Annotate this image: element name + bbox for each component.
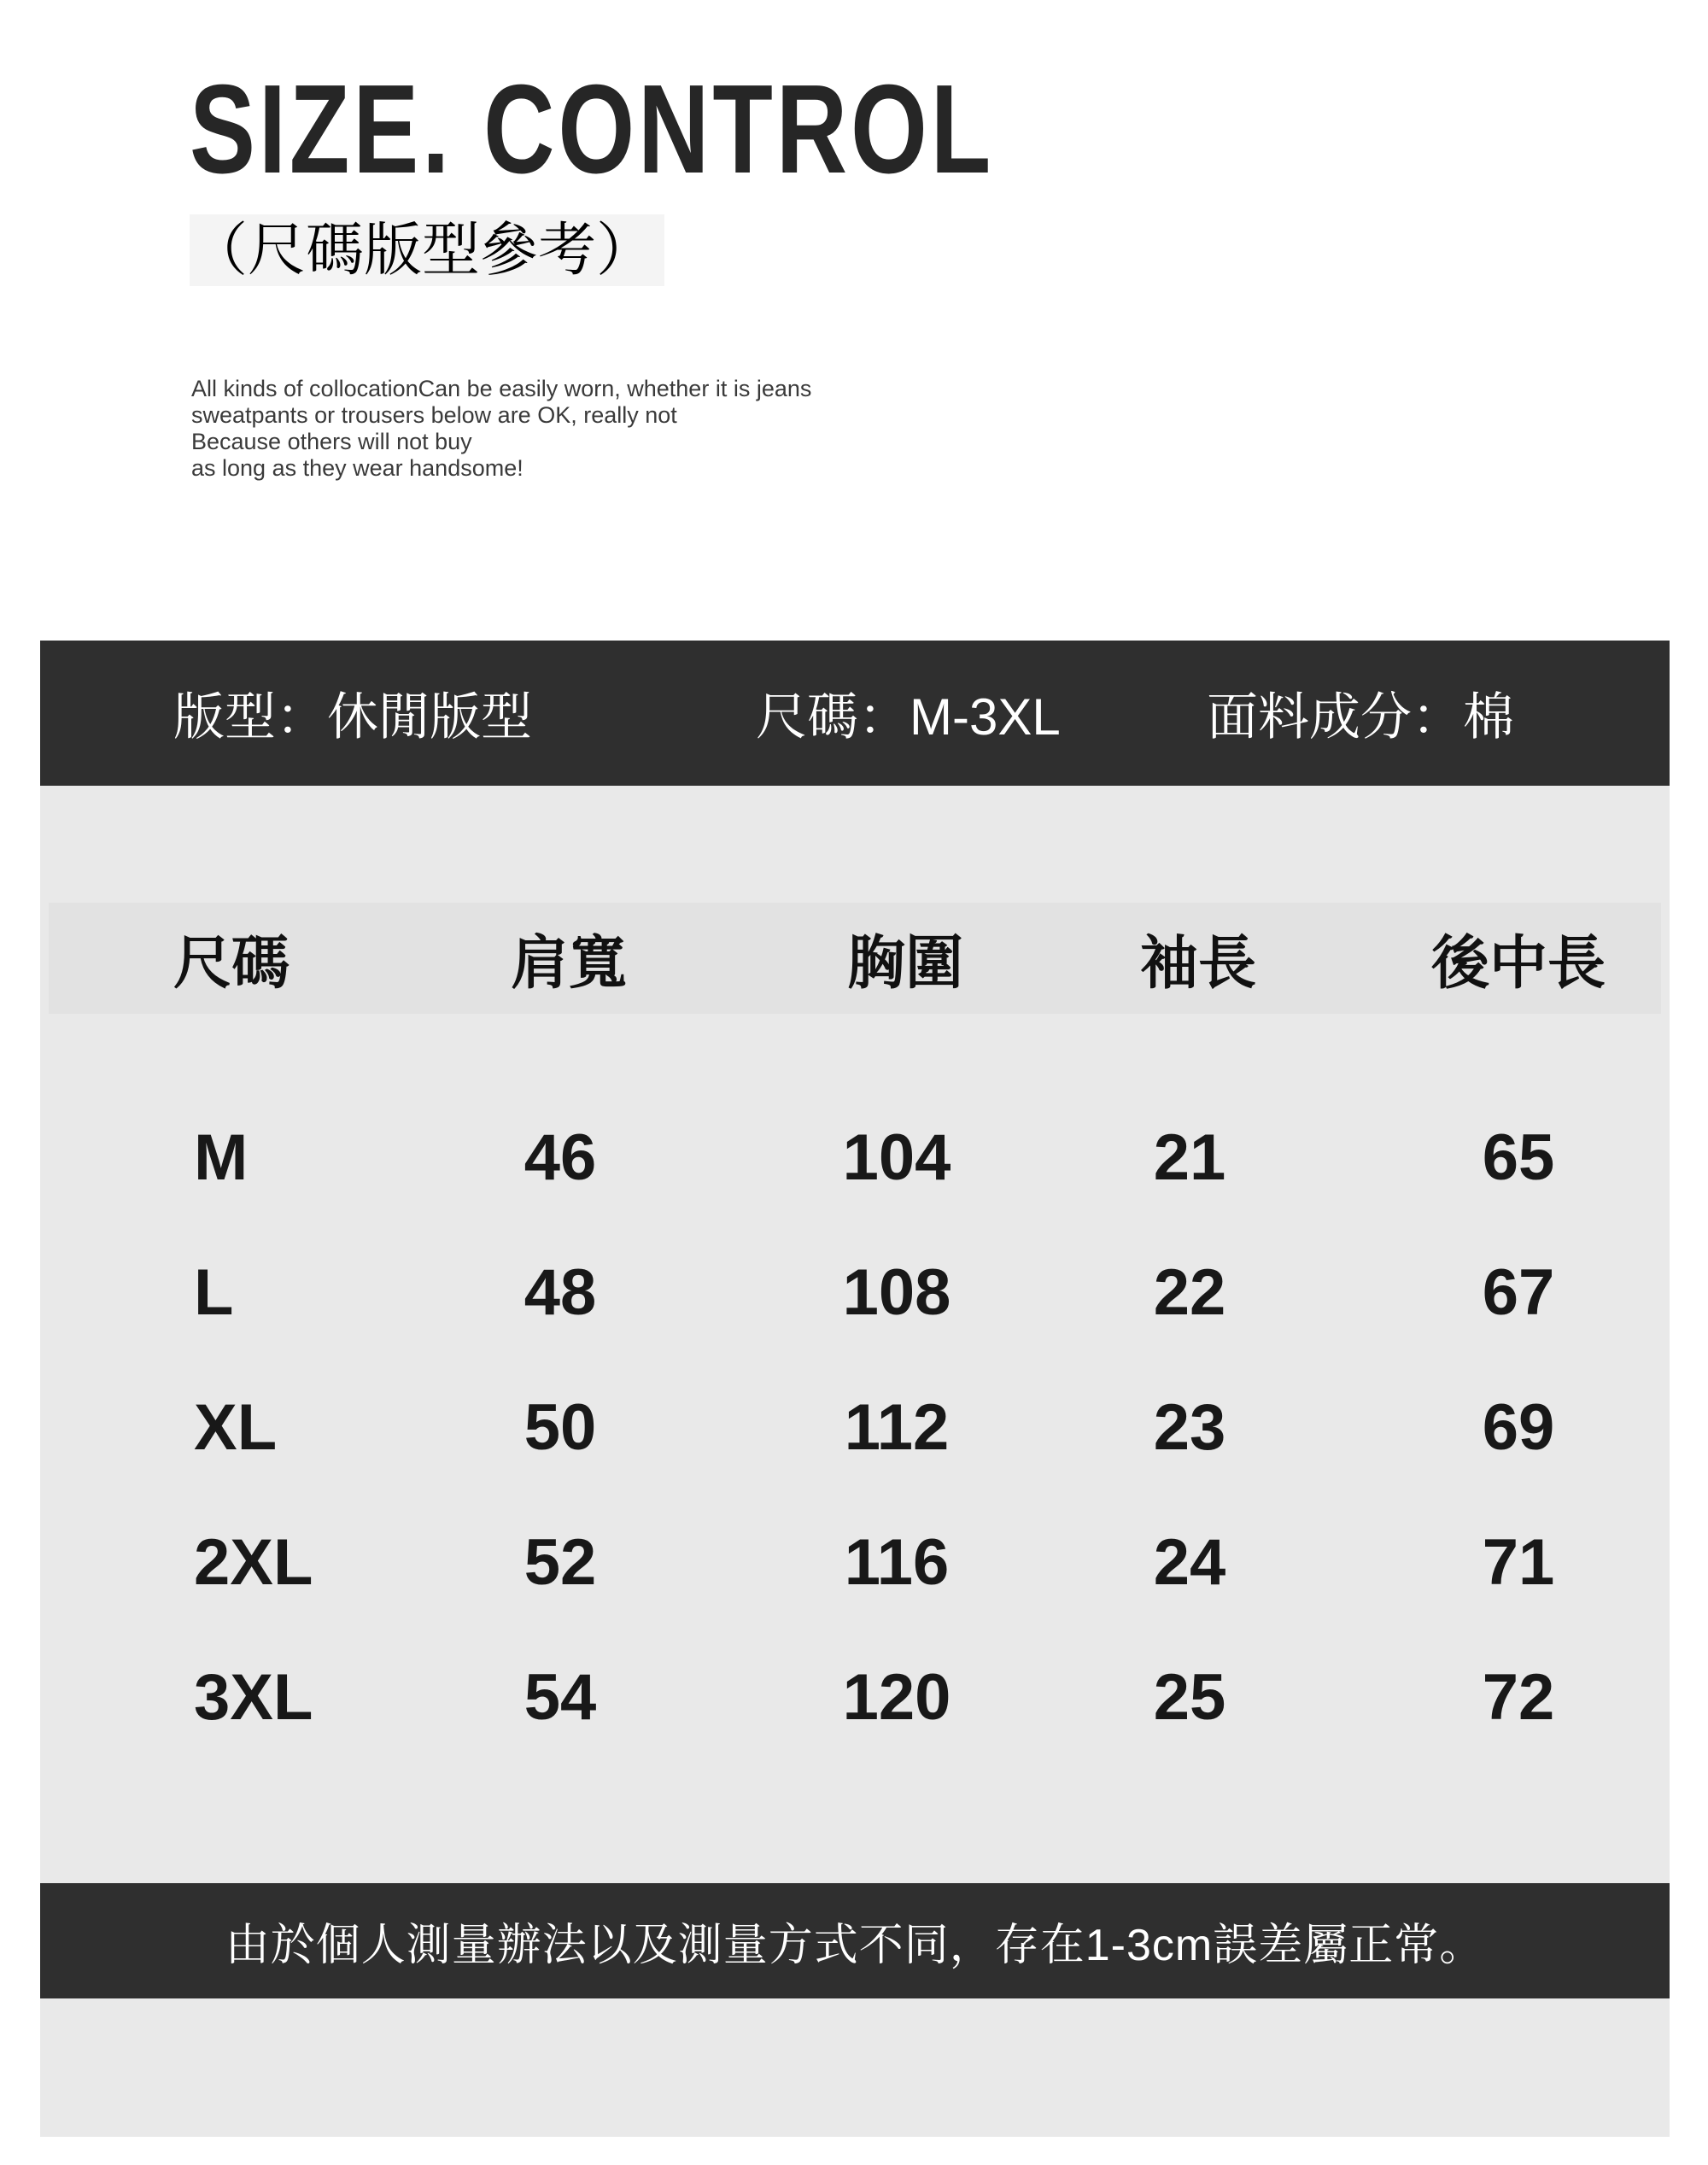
table-cell: 46: [524, 1121, 597, 1194]
size-table-panel: [40, 786, 1670, 2137]
column-header-center-back: 後中長: [1430, 930, 1606, 996]
table-cell: 69: [1482, 1390, 1555, 1464]
table-cell-size-label: 3XL: [194, 1660, 313, 1734]
page-subtitle: （尺碼版型參考）: [190, 218, 655, 283]
table-cell-size-label: L: [194, 1255, 234, 1329]
table-cell: 25: [1153, 1660, 1226, 1734]
info-bar: [40, 641, 1670, 786]
table-cell: 24: [1153, 1525, 1226, 1599]
table-cell-size-label: M: [194, 1121, 249, 1194]
description-line: All kinds of collocationCan be easily worn, whether it is jeans: [191, 376, 812, 401]
table-cell: 104: [842, 1121, 951, 1194]
measurement-note-bar: [40, 1883, 1670, 1998]
table-cell: 48: [524, 1255, 597, 1329]
description-paragraph: [191, 376, 811, 482]
column-header-size: 尺碼: [173, 930, 290, 996]
size-table-body: [40, 1090, 1670, 1764]
table-cell-size-label: XL: [194, 1390, 278, 1464]
description-line: as long as they wear handsome!: [191, 455, 524, 481]
column-header-shoulder: 肩寬: [510, 930, 627, 996]
table-cell: 52: [524, 1525, 597, 1599]
table-cell: 108: [842, 1255, 951, 1329]
table-cell: 65: [1482, 1121, 1555, 1194]
table-cell: 116: [844, 1525, 950, 1599]
info-item-fabric-content: 面料成分：棉: [1207, 688, 1514, 746]
page-title: SIZE. CONTROL: [190, 59, 995, 200]
table-cell: 71: [1482, 1525, 1555, 1599]
column-header-bust: 胸圍: [846, 930, 963, 996]
table-cell: 72: [1482, 1660, 1555, 1734]
table-cell: 23: [1153, 1390, 1226, 1464]
size-table-header-row: [49, 903, 1661, 1014]
info-item-fit-type: 版型：休閒版型: [173, 688, 532, 746]
measurement-note-text: 由於個人測量辦法以及測量方式不同，存在1-3cm誤差屬正常。: [225, 1921, 1485, 1970]
table-cell: 112: [844, 1390, 950, 1464]
table-cell: 67: [1482, 1255, 1555, 1329]
info-item-size-range: 尺碼：M-3XL: [756, 688, 1061, 746]
table-cell: 21: [1153, 1121, 1226, 1194]
description-line: sweatpants or trousers below are OK, really not: [191, 402, 677, 428]
table-cell: 54: [524, 1660, 597, 1734]
column-header-sleeve: 袖長: [1139, 930, 1256, 996]
table-cell: 120: [842, 1660, 951, 1734]
subtitle-highlight-band: [190, 214, 664, 286]
table-cell-size-label: 2XL: [194, 1525, 313, 1599]
description-line: Because others will not buy: [191, 429, 472, 454]
table-cell: 22: [1153, 1255, 1226, 1329]
table-cell: 50: [524, 1390, 597, 1464]
